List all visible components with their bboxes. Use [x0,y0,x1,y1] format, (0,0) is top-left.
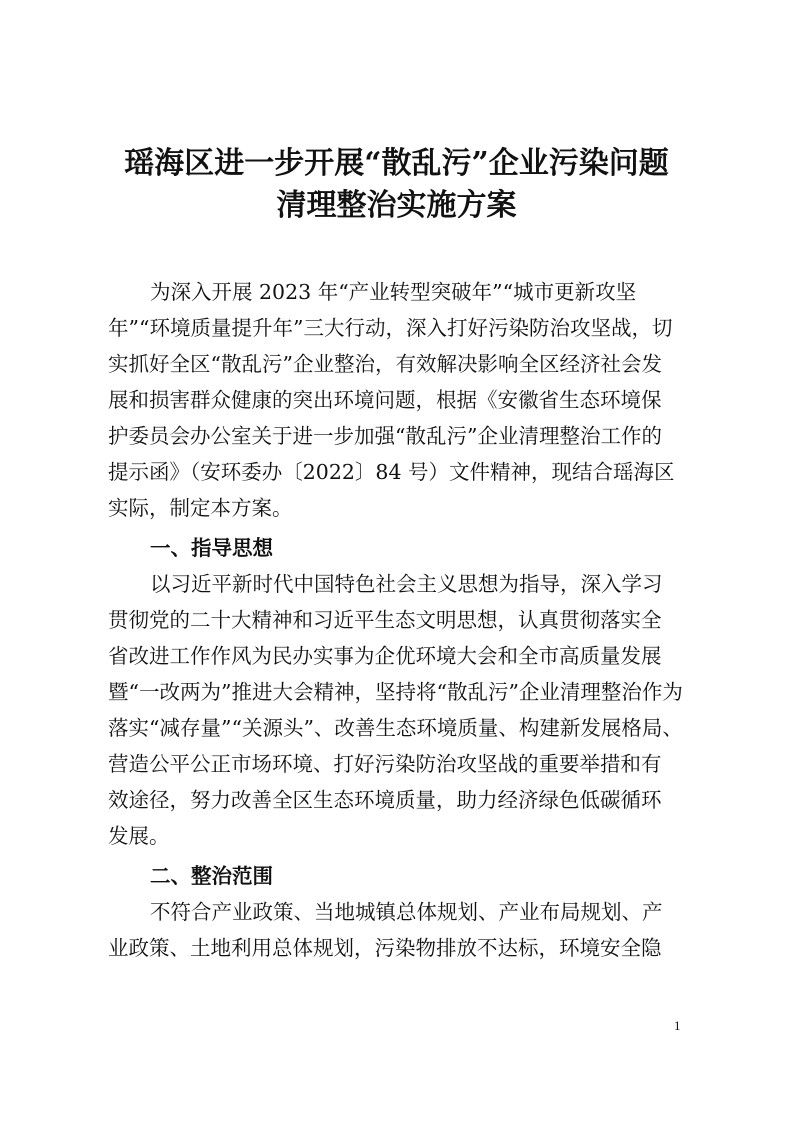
intro-line-1: 为深入开展 2023 年“产业转型突破年”“城市更新攻坚 [150,280,637,304]
intro-line-2: 年”“环境质量提升年”三大行动，深入打好污染防治攻坚战，切 [108,316,673,340]
section-1-line-5: 落实“减存量”“关源头”、改善生态环境质量、构建新发展格局、 [108,716,683,740]
section-1-line-2: 贯彻党的二十大精神和习近平生态文明思想，认真贯彻落实全 [108,608,662,632]
section-1-line-1: 以习近平新时代中国特色社会主义思想为指导，深入学习 [150,572,663,596]
section-1-line-3: 省改进工作作风为民办实事为企优环境大会和全市高质量发展 [108,644,662,668]
document-title-line-1: 瑶海区进一步开展“散乱污”企业污染问题 [124,146,669,181]
section-2-line-1: 不符合产业政策、当地城镇总体规划、产业布局规划、产 [150,900,663,924]
intro-line-4: 展和损害群众健康的突出环境问题，根据《安徽省生态环境保 [108,388,662,412]
section-2-heading: 二、整治范围 [150,864,273,888]
intro-line-3: 实抓好全区“散乱污”企业整治，有效解决影响全区经济社会发 [108,352,662,376]
section-1-line-4: 暨“一改两为”推进大会精神，坚持将“散乱污”企业清理整治作为 [108,680,683,704]
section-1-line-8: 发展。 [108,824,170,848]
document-title-line-2: 清理整治实施方案 [276,188,517,223]
section-1-line-6: 营造公平公正市场环境、打好污染防治攻坚战的重要举措和有 [108,752,662,776]
page-number: 1 [674,1018,681,1033]
intro-line-6: 提示函》（安环委办〔2022〕84 号）文件精神，现结合瑶海区 [108,460,675,484]
intro-line-7: 实际，制定本方案。 [108,496,293,520]
section-1-line-7: 效途径，努力改善全区生态环境质量，助力经济绿色低碳循环 [108,788,662,812]
intro-line-5: 护委员会办公室关于进一步加强“散乱污”企业清理整治工作的 [108,424,662,448]
section-1-heading: 一、指导思想 [150,536,273,560]
section-2-line-2: 业政策、土地利用总体规划，污染物排放不达标，环境安全隐 [108,936,662,960]
